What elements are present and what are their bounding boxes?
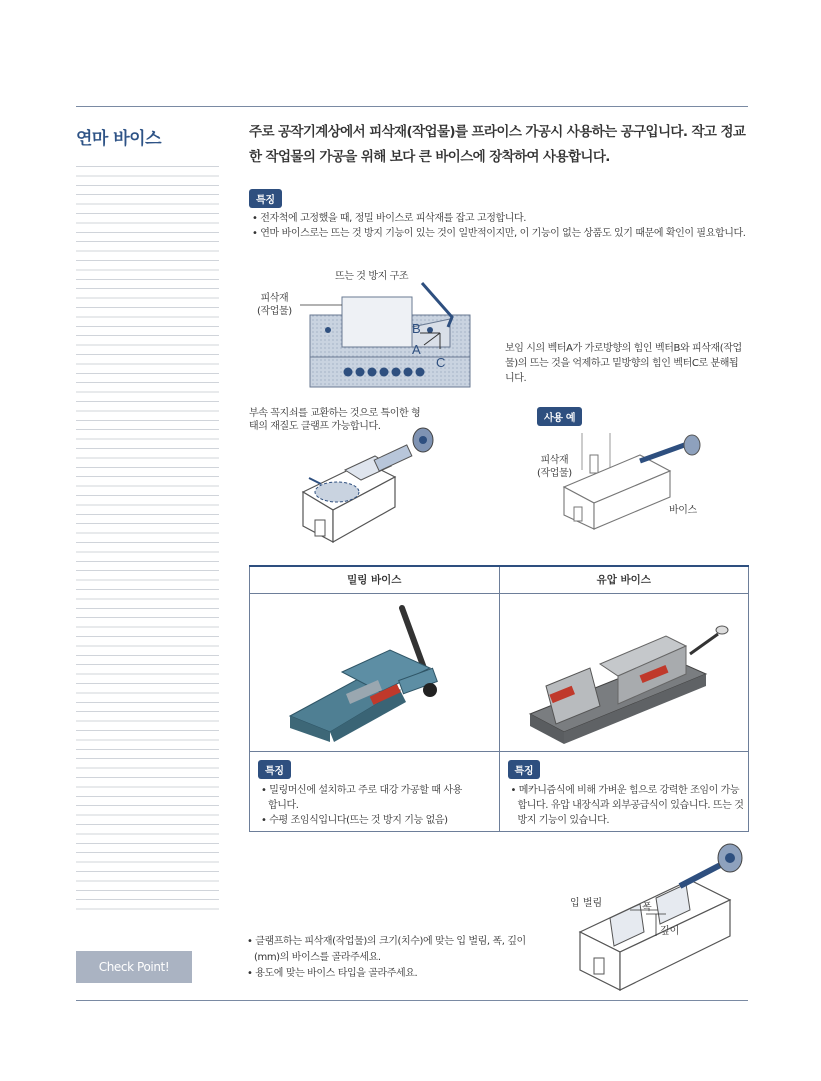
diagram1-label-work (257, 292, 292, 318)
vise-dimension-diagram (570, 840, 750, 995)
milling-vise-image-cell (250, 593, 500, 751)
vise-jaw-diagram (295, 422, 445, 547)
vise-comparison-table (249, 565, 749, 832)
features-badge: 특징 (249, 189, 282, 208)
hydraulic-vise-image-cell (499, 593, 749, 751)
dim-open-label: 입 벌림 (570, 898, 603, 909)
vise-cross-section-diagram (300, 275, 480, 390)
feature-item: • 연마 바이스로는 뜨는 것 방지 기능이 있는 것이 일반적이지만, 이 기능이 없는 상품도 있기 때문에 확인이 필요합니다. (252, 228, 746, 239)
diagram1-note: 보임 시의 벡터A가 가로방향의 힘인 벡터B와 피삭재(작업물)의 뜨는 것을 억제하고 밑방향의 힘인 벡터C로 분해됩니다. (505, 343, 742, 384)
check-point-label: Check Point! (76, 951, 192, 983)
sidebar-lines (76, 166, 219, 916)
checkpoint-item: • 클램프하는 피삭재(작업물)의 크기(치수)에 맞는 입 벌림, 폭, 깊이(mm)의 바이스를 골라주세요. (247, 936, 526, 963)
intro-text: 주로 공작기계상에서 피삭재(작업물)를 프라이스 가공시 사용하는 공구입니다. 작고 정교한 작업물의 가공을 위해 보다 큰 바이스에 장착하여 사용합니다. (249, 124, 746, 165)
top-rule (76, 106, 748, 107)
milling-feature-item: • 수평 조임식입니다(뜨는 것 방지 기능 없음) (261, 814, 448, 826)
page-title: 연마 바이스 (76, 129, 162, 149)
diagram1-letter-a: A (412, 342, 421, 357)
col-header-hydraulic: 유압 바이스 (499, 566, 749, 593)
hydraulic-features-badge: 특징 (508, 760, 541, 779)
hydraulic-feature-item: • 메카니즘식에 비해 가벼운 힘으로 강력한 조임이 가능합니다. 유압 내장식과 외부공급식이 있습니다. 뜨는 것 방지 기능이 있습니다. (510, 784, 744, 826)
diagram1-letter-b: B (412, 321, 421, 336)
usage-label-work-text: 피삭재 (작업물) (537, 455, 572, 479)
diagram1-label-top: 뜨는 것 방지 구조 (335, 271, 409, 282)
milling-features-cell (250, 751, 500, 831)
features-list (249, 211, 749, 241)
checkpoint-list (244, 934, 534, 982)
diagram2-note: 부속 꼭지쇠를 교환하는 것으로 특이한 형태의 재질도 클램프 가능합니다. (249, 408, 421, 432)
milling-features-badge: 특징 (258, 760, 291, 779)
hydraulic-features-cell (499, 751, 749, 831)
milling-features-list (258, 783, 468, 828)
hydraulic-vise-image (500, 594, 748, 747)
diagram1-letter-c: C (436, 355, 446, 370)
diagram1-label-work-text: 피삭재 (작업물) (257, 293, 292, 317)
bottom-rule (76, 1000, 748, 1001)
milling-feature-item: • 밀링머신에 설치하고 주로 대강 가공할 때 사용합니다. (261, 784, 462, 811)
usage-example-diagram (560, 425, 710, 535)
milling-vise-image (250, 594, 498, 747)
feature-item: • 전자척에 고정했을 때, 정밀 바이스로 피삭재를 잡고 고정합니다. (252, 213, 527, 224)
checkpoint-item: • 용도에 맞는 바이스 타입을 골라주세요. (247, 968, 418, 979)
dim-depth-label: 깊이 (660, 926, 680, 937)
usage-label-vise: 바이스 (669, 505, 697, 516)
usage-badge: 사용 예 (537, 407, 582, 426)
dim-width-label: 폭 (642, 902, 652, 913)
hydraulic-features-list (508, 783, 748, 828)
col-header-milling: 밀링 바이스 (250, 566, 500, 593)
